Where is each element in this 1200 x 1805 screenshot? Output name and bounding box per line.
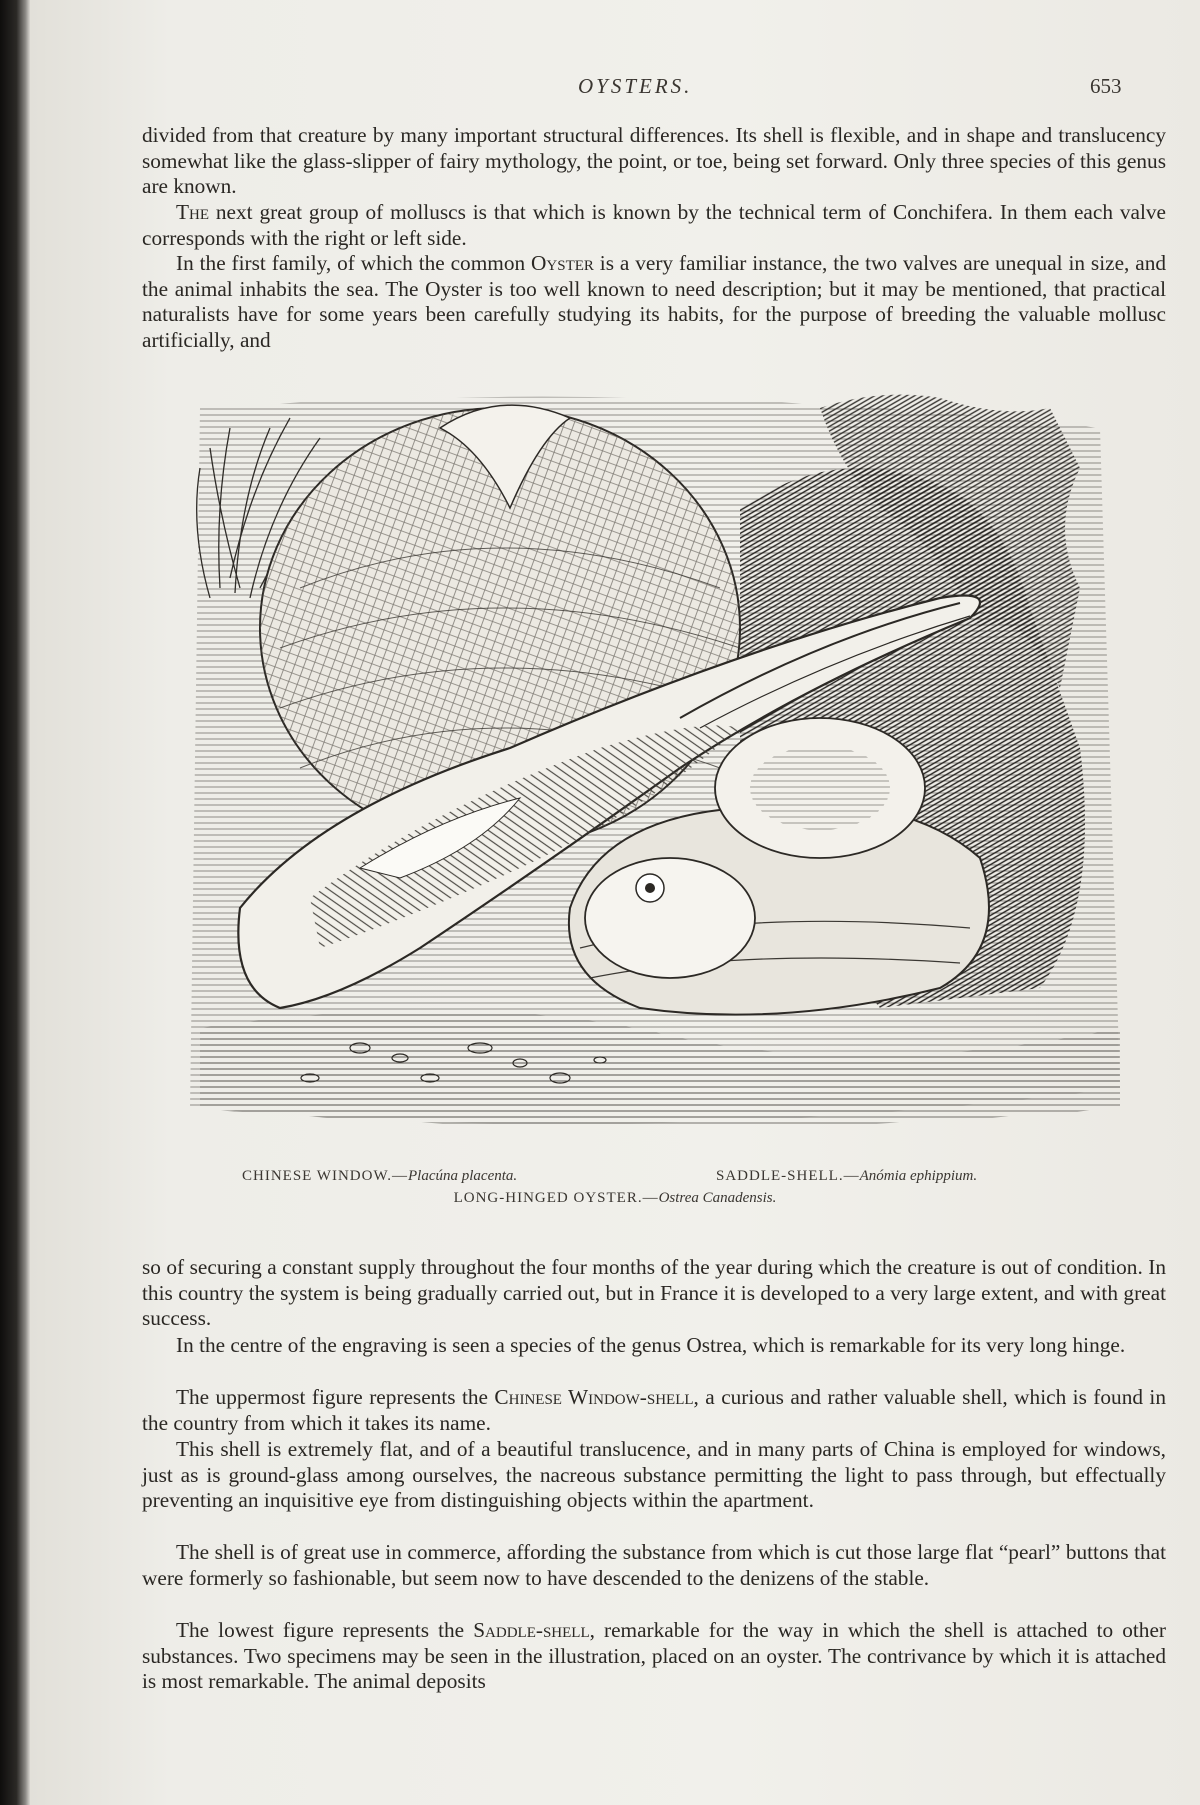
paragraph-text: The shell is of great use in commerce, affording the substance from which is cut those large flat “pearl” buttons that were formerly so fashionable, but seem now to have descended to the denizens of the stable.	[142, 1540, 1166, 1590]
paragraph-translucence	[142, 1437, 1166, 1514]
paragraph-oyster-intro	[142, 251, 1166, 353]
book-page	[30, 0, 1200, 1805]
running-head-title: OYSTERS.	[578, 74, 693, 98]
caption-saddle-shell: SADDLE-SHELL.—Anómia ephippium.	[716, 1168, 978, 1184]
paragraph-lead-word: The	[176, 200, 210, 224]
paragraph-smallcaps-term: Chinese Window-shell	[494, 1385, 694, 1409]
paragraph-text: This shell is extremely flat, and of a beautiful translucence, and in many parts of China is employed for windows, just as is ground-glass among ourselves, the nacreous substance permitting the light to pass through, but effectually preventing an inquisitive eye from distinguishing objects within the apartment.	[142, 1437, 1166, 1512]
running-head	[30, 74, 1200, 104]
book-gutter-edge	[0, 0, 30, 1805]
paragraph-text: In the centre of the engraving is seen a species of the genus Ostrea, which is remarkable for its very long hinge.	[176, 1333, 1126, 1357]
paragraph-text-after: is a very familiar instance, the two valves are unequal in size, and the animal inhabits the sea. The Oyster is too well known to need description; but it may be mentioned, that practical naturalists have for some years been carefully studying its habits, for the purpose of breeding the valuable mollusc artificially, and	[142, 251, 1166, 352]
caption-long-hinged-oyster: LONG-HINGED OYSTER.—Ostrea Canadensis.	[453, 1190, 777, 1206]
paragraph-conchifera	[142, 200, 1166, 251]
paragraph-commerce	[142, 1540, 1166, 1591]
page-number: 653	[1090, 74, 1122, 98]
paragraph-saddle-shell	[142, 1618, 1166, 1695]
engraving-svg	[180, 388, 1140, 1156]
engraving-illustration	[180, 388, 1140, 1156]
paragraph-ostrea	[142, 1333, 1166, 1359]
figure-caption-row	[30, 1168, 1200, 1190]
paragraph-supply	[142, 1255, 1166, 1332]
paragraph-continuation	[142, 123, 1166, 200]
paragraph-text: divided from that creature by many important structural differences. Its shell is flexible, and in shape and translucency somewhat like the glass-slipper of fairy mythology, the point, or toe, being set forward. Only three species of this genus are known.	[142, 123, 1166, 198]
paragraph-text: The uppermost figure represents the	[176, 1385, 495, 1409]
caption-chinese-window: CHINESE WINDOW.—Placúna placenta.	[242, 1168, 518, 1184]
paragraph-text-after: , remarkable for the way in which the shell is attached to other substances. Two specimens may be seen in the illustration, placed on an oyster. The contrivance by which it is attached is most remarkable. The animal deposits	[142, 1618, 1166, 1693]
paragraph-chinese-window	[142, 1385, 1166, 1436]
paragraph-text: The lowest figure represents the	[176, 1618, 474, 1642]
paragraph-smallcaps-term: Oyster	[531, 251, 594, 275]
paragraph-smallcaps-term: Saddle-shell	[473, 1618, 590, 1642]
paragraph-text: next great group of molluscs is that which is known by the technical term of Conchifera. In them each valve corresponds with the right or left side.	[142, 200, 1166, 250]
paragraph-text: In the first family, of which the common	[176, 251, 532, 275]
paragraph-text: so of securing a constant supply throughout the four months of the year during which the creature is out of condition. In this country the system is being gradually carried out, but in France it is developed to a very large extent, and with great success.	[142, 1255, 1166, 1330]
paragraph-text-after: , a curious and rather valuable shell, which is found in the country from which it takes its name.	[142, 1385, 1166, 1435]
